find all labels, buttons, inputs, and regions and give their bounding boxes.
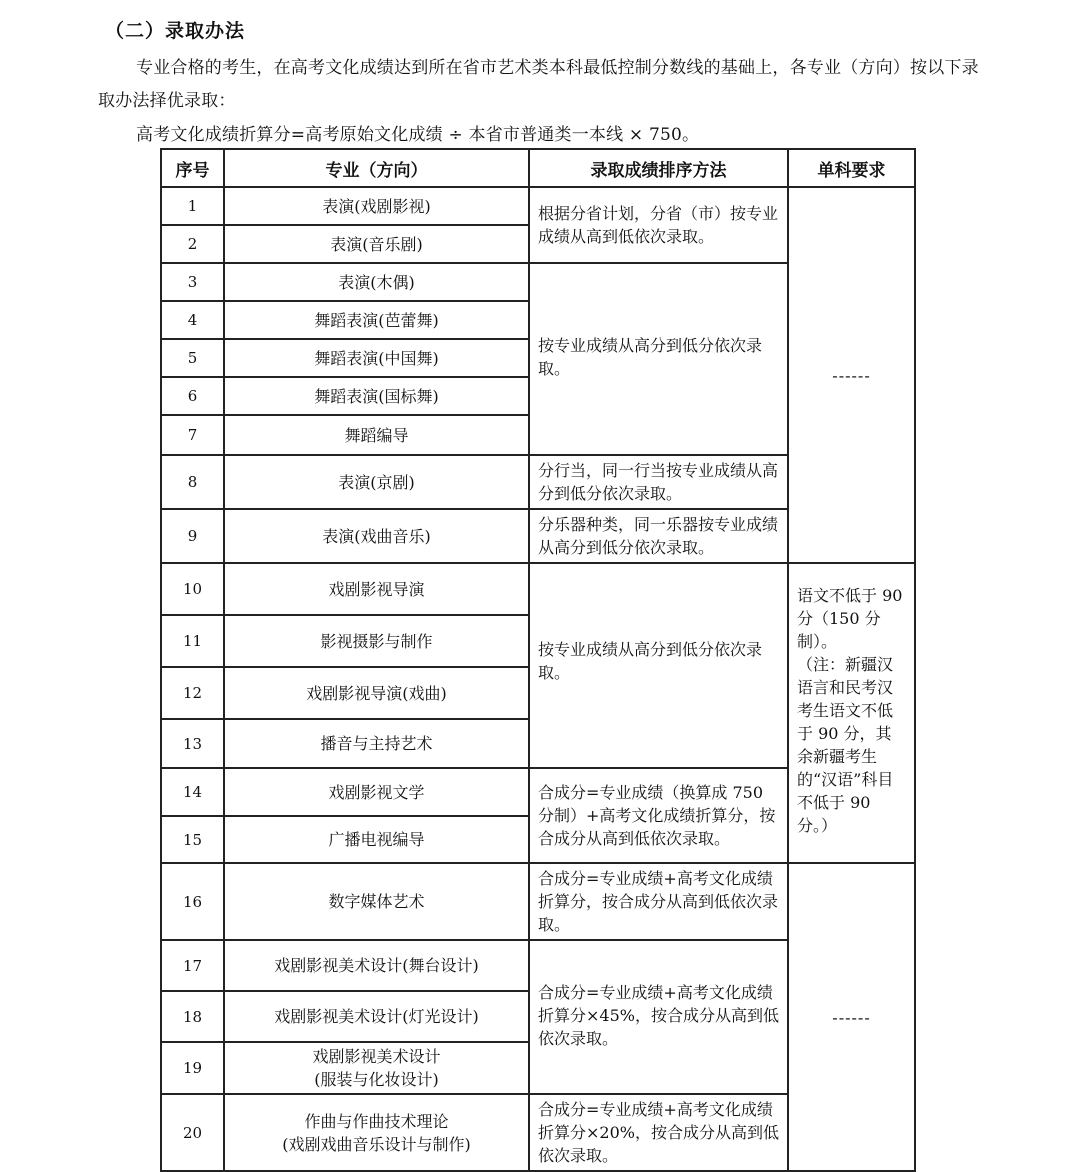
row-index: 20 [161,1094,224,1171]
ranking-method: 合成分=专业成绩+高考文化成绩折算分×45%，按合成分从高到低依次录取。 [529,940,788,1094]
subject-requirement: 语文不低于 90 分（150 分制）。 （注：新疆汉语言和民考汉考生语文不低于 90 分，其余新疆考生的“汉语”科目不低于 90 分。） [788,563,915,863]
major-name: 广播电视编导 [224,816,529,863]
ranking-method: 按专业成绩从高分到低分依次录取。 [529,563,788,768]
major-name: 舞蹈表演(国标舞) [224,377,529,415]
row-index: 13 [161,719,224,768]
major-name: 戏剧影视美术设计 (服装与化妆设计) [224,1042,529,1094]
ranking-method: 按专业成绩从高分到低分依次录取。 [529,263,788,455]
major-name: 影视摄影与制作 [224,615,529,667]
row-index: 3 [161,263,224,301]
ranking-method: 合成分=专业成绩（换算成 750 分制）+高考文化成绩折算分，按合成分从高到低依次录取。 [529,768,788,863]
admission-table [160,148,916,1172]
major-name: 舞蹈表演(芭蕾舞) [224,301,529,339]
row-index: 17 [161,940,224,991]
major-name: 戏剧影视文学 [224,768,529,816]
row-index: 4 [161,301,224,339]
major-name: 戏剧影视导演(戏曲) [224,667,529,719]
major-name: 表演(戏剧影视) [224,187,529,225]
row-index: 7 [161,415,224,455]
row-index: 6 [161,377,224,415]
major-name: 舞蹈编导 [224,415,529,455]
row-index: 9 [161,509,224,563]
header-requirement: 单科要求 [788,149,915,187]
ranking-method: 分乐器种类，同一乐器按专业成绩从高分到低分依次录取。 [529,509,788,563]
table-header-row [161,149,915,187]
major-name: 表演(京剧) [224,455,529,509]
ranking-method: 根据分省计划，分省（市）按专业成绩从高到低依次录取。 [529,187,788,263]
ranking-method: 合成分=专业成绩+高考文化成绩折算分×20%，按合成分从高到低依次录取。 [529,1094,788,1171]
major-name: 戏剧影视美术设计(舞台设计) [224,940,529,991]
intro-paragraph: 专业合格的考生，在高考文化成绩达到所在省市艺术类本科最低控制分数线的基础上，各专业（方向）按以下录取办法择优录取： [98,58,979,111]
major-name: 表演(戏曲音乐) [224,509,529,563]
row-index: 10 [161,563,224,615]
row-index: 12 [161,667,224,719]
subject-requirement: ------ [788,863,915,1171]
major-name: 戏剧影视导演 [224,563,529,615]
row-index: 8 [161,455,224,509]
row-index: 5 [161,339,224,377]
major-name: 播音与主持艺术 [224,719,529,768]
section-heading: （二）录取办法 [105,20,246,42]
table-row [161,563,915,615]
conversion-formula: 高考文化成绩折算分=高考原始文化成绩 ÷ 本省市普通类一本线 × 750。 [136,125,700,145]
major-name: 表演(音乐剧) [224,225,529,263]
major-name: 数字媒体艺术 [224,863,529,940]
row-index: 16 [161,863,224,940]
major-name: 舞蹈表演(中国舞) [224,339,529,377]
subject-requirement: ------ [788,187,915,563]
row-index: 19 [161,1042,224,1094]
row-index: 15 [161,816,224,863]
row-index: 18 [161,991,224,1042]
row-index: 1 [161,187,224,225]
ranking-method: 分行当，同一行当按专业成绩从高分到低分依次录取。 [529,455,788,509]
header-method: 录取成绩排序方法 [529,149,788,187]
header-index: 序号 [161,149,224,187]
major-name: 作曲与作曲技术理论 (戏剧戏曲音乐设计与制作) [224,1094,529,1171]
row-index: 14 [161,768,224,816]
row-index: 2 [161,225,224,263]
table-row [161,187,915,225]
header-major: 专业（方向） [224,149,529,187]
ranking-method: 合成分=专业成绩+高考文化成绩折算分，按合成分从高到低依次录取。 [529,863,788,940]
major-name: 表演(木偶) [224,263,529,301]
major-name: 戏剧影视美术设计(灯光设计) [224,991,529,1042]
table-row [161,863,915,940]
row-index: 11 [161,615,224,667]
